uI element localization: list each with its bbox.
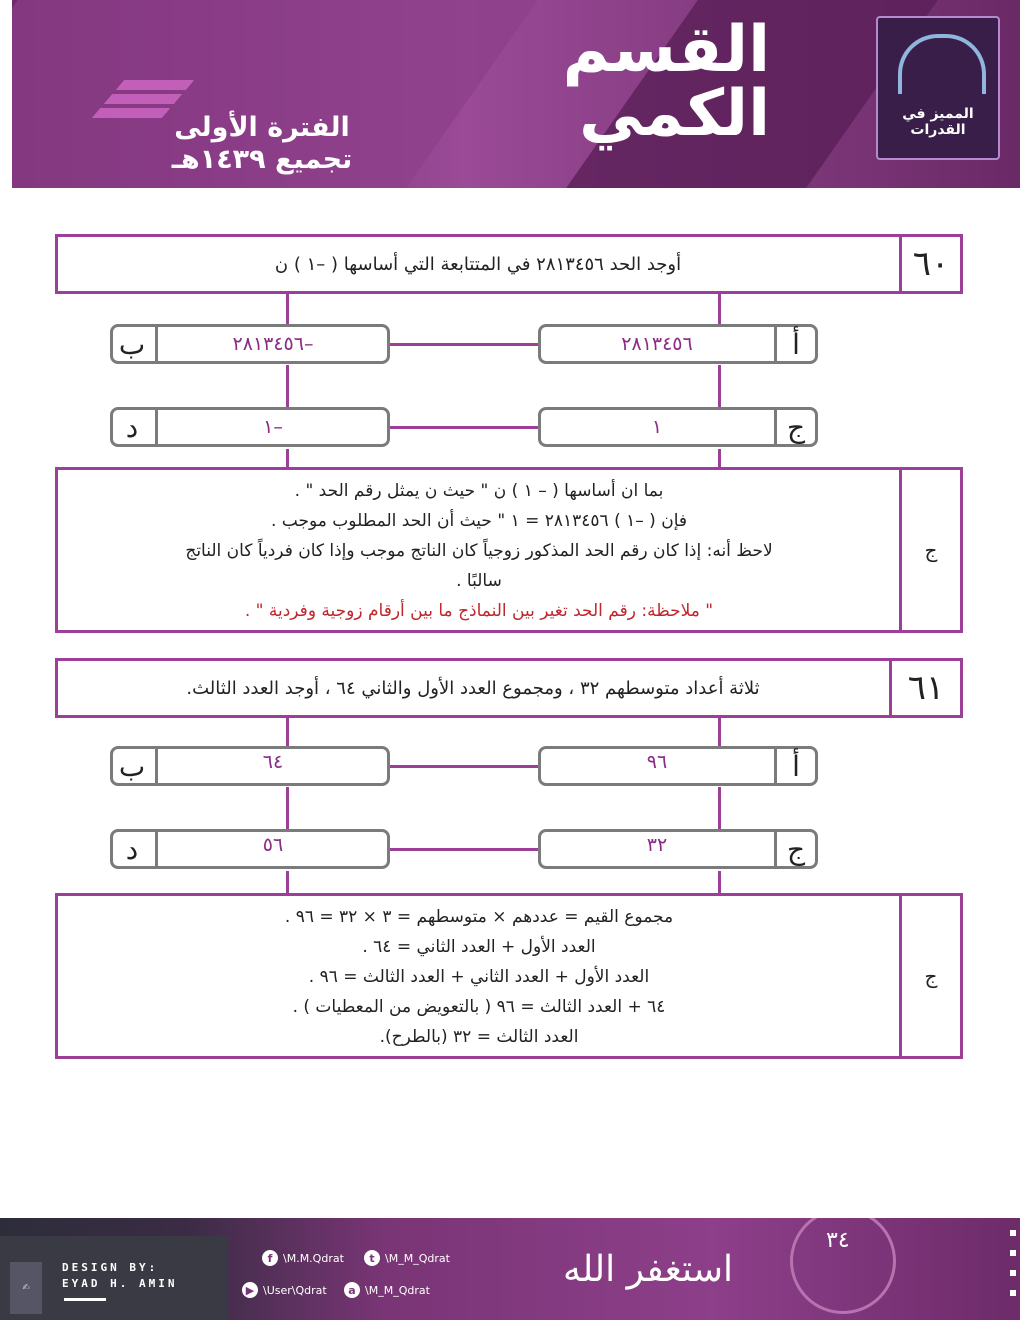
option-a[interactable]: ٢٨١٣٤٥٦ أ (538, 324, 818, 364)
question-number: ٦٠ (899, 237, 960, 291)
youtube-icon: ▶ (242, 1282, 258, 1298)
connector-line (718, 291, 721, 325)
open-book-icon (898, 34, 986, 94)
header-decor-stripe (116, 80, 194, 90)
answer-box (55, 893, 963, 1059)
question-box (55, 658, 963, 718)
answer-box (55, 467, 963, 633)
facebook-link[interactable]: f \M.M.Qdrat (262, 1250, 344, 1266)
question-text: أوجد الحد ٢٨١٣٤٥٦ في المتتابعة التي أساسها ( –١ ) ن (274, 253, 682, 275)
connector-line (286, 715, 289, 747)
note-text: " ملاحظة: رقم الحد تغير بين النماذج ما بين أرقام زوجية وفردية " . (244, 601, 714, 621)
connector-line (388, 343, 540, 346)
option-d[interactable]: د –١ (110, 407, 390, 447)
brand-logo: المميز في القدرات (876, 16, 1000, 160)
connector-line (286, 871, 289, 895)
option-a[interactable]: ٩٦ أ (538, 746, 818, 786)
answer-explanation: مجموع القيم = عددهم × متوسطهم = ٣ × ٣٢ = ٩٦ . العدد الأول + العدد الثاني = ٦٤ . العدد الأول + العدد الثاني + العدد الثالث = ٩٦ . ٦٤ + العدد الثالث = ٩٦ ( بالتعويض من المعطيات ) . العدد الثالث = ٣٢ (بالطرح). (284, 907, 674, 1047)
connector-line (388, 426, 540, 429)
connector-line (718, 871, 721, 895)
section-title: القسم الكمي (562, 13, 770, 151)
header-decor-stripe (104, 94, 182, 104)
connector-line (286, 449, 289, 469)
answer-label: ج (899, 470, 960, 630)
connector-line (718, 365, 721, 407)
connector-line (388, 765, 540, 768)
connector-line (388, 848, 540, 851)
answer-explanation: بما ان أساسها ( – ١ ) ن " حيث ن يمثل رقم الحد " . فإن ( –١ ) ٢٨١٣٤٥٦ = ١ " حيث أن الحد المطلوب موجب . لاحظ أنه: إذا كان رقم الحد المذكور زوجياً كان الناتج موجب وإذا كان فردياً كان الناتج سالبًا . " ملاحظة: رقم الحد تغير بين النماذج ما بين أرقام زوجية وفردية " . (78, 476, 880, 626)
connector-line (286, 787, 289, 829)
option-d[interactable]: د ٥٦ (110, 829, 390, 869)
connector-line (286, 291, 289, 325)
design-credit: DESIGN BY: EYAD H. AMIN (62, 1260, 177, 1301)
question-text: ثلاثة أعداد متوسطهم ٣٢ ، ومجموع العدد الأول والثاني ٦٤ ، أوجد العدد الثالث. (186, 677, 760, 699)
calligraphy-text: استغفر الله (562, 1249, 734, 1290)
page-number: ٣٤ (826, 1228, 850, 1253)
connector-line (718, 787, 721, 829)
twitter-link[interactable]: t \M_M_Qdrat (364, 1250, 450, 1266)
question-number: ٦١ (889, 661, 960, 715)
option-c[interactable]: ٣٢ ج (538, 829, 818, 869)
designer-signature-icon: ✍ (10, 1262, 42, 1314)
ask-icon: a (344, 1282, 360, 1298)
youtube-link[interactable]: ▶ \User\Qdrat (242, 1282, 327, 1298)
page-footer (0, 1218, 1020, 1320)
option-b[interactable]: ب –٢٨١٣٤٥٦ (110, 324, 390, 364)
facebook-icon: f (262, 1250, 278, 1266)
option-c[interactable]: ١ ج (538, 407, 818, 447)
page-header (12, 0, 1020, 188)
question-box (55, 234, 963, 294)
twitter-icon: t (364, 1250, 380, 1266)
connector-line (286, 365, 289, 407)
connector-line (718, 449, 721, 469)
ask-link[interactable]: a \M_M_Qdrat (344, 1282, 430, 1298)
option-b[interactable]: ب ٦٤ (110, 746, 390, 786)
connector-line (718, 715, 721, 747)
answer-label: ج (899, 896, 960, 1056)
period-caption: الفترة الأولى تجميع ١٤٣٩هـ (171, 112, 353, 175)
